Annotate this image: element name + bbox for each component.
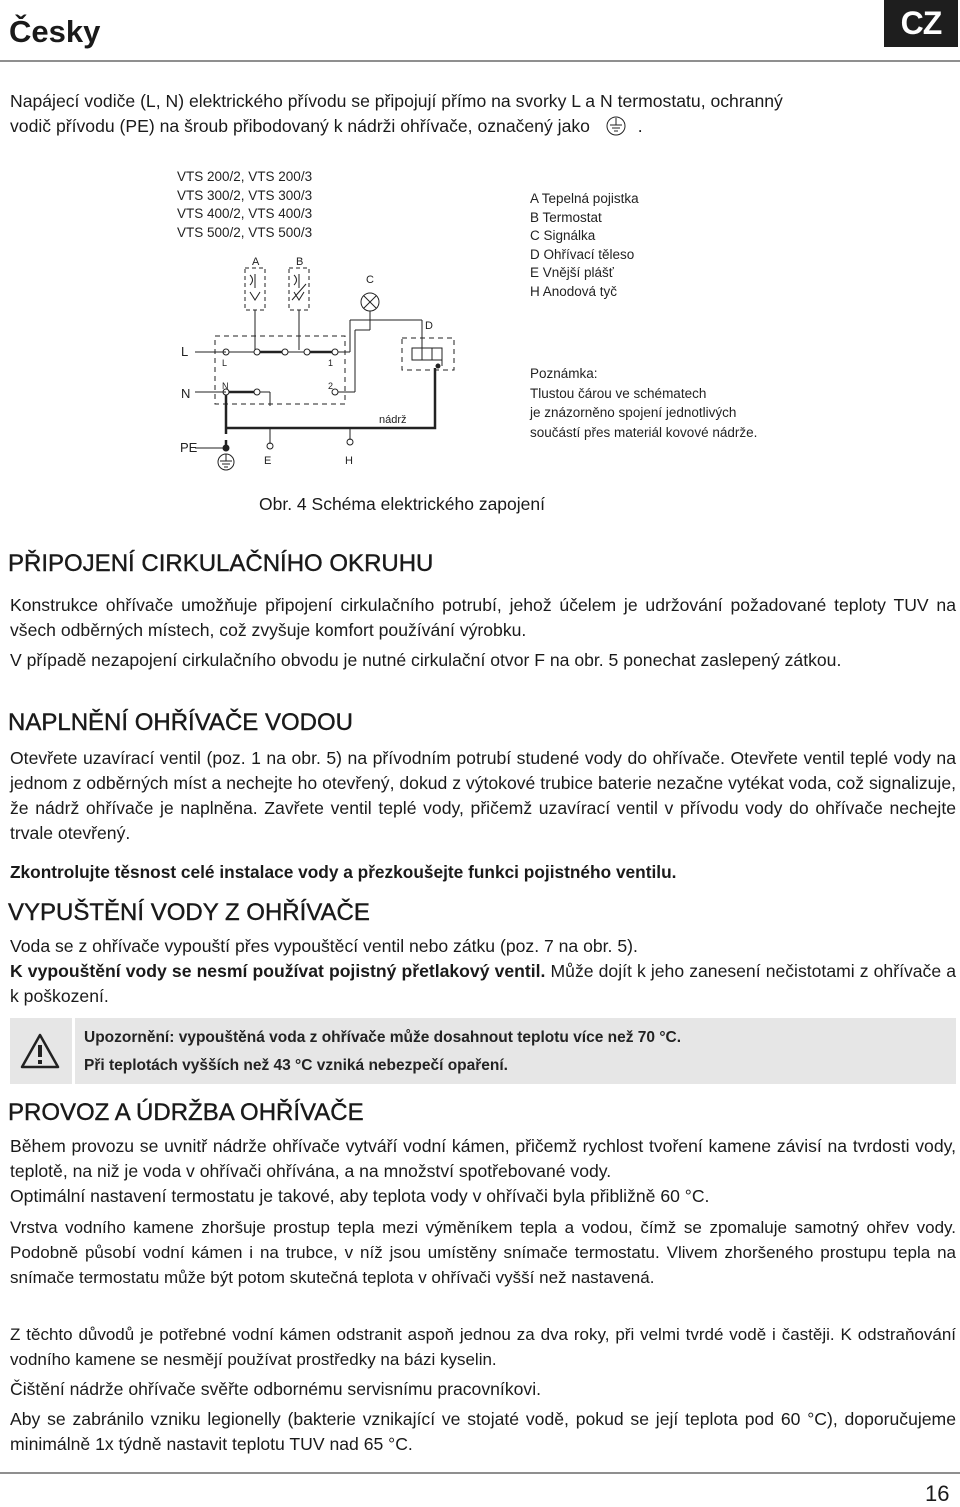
- legend-item: H Anodová tyč: [530, 283, 618, 299]
- section-heading: NAPLNĚNÍ OHŘÍVAČE VODOU: [8, 709, 353, 736]
- legend-item: B Termostat: [530, 209, 602, 225]
- bold-paragraph: Zkontrolujte těsnost celé instalace vody a přezkoušejte funkci pojistného ventilu.: [10, 862, 677, 882]
- note-line: Poznámka:: [530, 366, 598, 381]
- label-l: L: [181, 344, 189, 359]
- model-item: VTS 300/2, VTS 300/3: [177, 187, 313, 203]
- warning-box: [10, 1018, 956, 1084]
- paragraph: Otevřete uzavírací ventil (poz. 1 na obr. 5) na přívodním potrubí studené vody do ohřívače. Otevřete ventil teplé vody na jednom z odběrných míst a nechejte ho otevřený, dokud z výtokové trubice baterie nezačne vytékat voda, což signalizuje, že nádrž ohřívače je naplněna. Zavřete ventil teplé vody, přičemž uzavírací ventil v přívodu vody do ohřívače nechejte trvale otevřený.: [10, 748, 956, 843]
- note-line: součástí přes materiál kovové nádrže.: [530, 424, 758, 440]
- paragraph: Vrstva vodního kamene zhoršuje prostup tepla mezi výměníkem tepla a vodou, čímž se zpomaluje samotný ohřev vody. Podobně působí vodní kámen i na trubce, v níž jsou umístěny snímače termostatu. Vlivem zhoršeného prostupu tepla na snímače termostatu může být potom skutečná teplota v ohřívači vyšší než nastavená.: [10, 1218, 956, 1287]
- paragraph: Z těchto důvodů je potřebné vodní kámen odstranit aspoň jednou za dva roky, při velmi tvrdé vodě i častěji. K odstraňování vodního kamene se nesmějí používat prostředky na bázi kyselin.: [10, 1325, 956, 1369]
- note-line: Tlustou čárou ve schématech: [530, 385, 707, 401]
- warning-line: Upozornění: vypouštěná voda z ohřívače může dosahnout teplotu více než 70 °C.: [84, 1029, 682, 1046]
- model-item: VTS 200/2, VTS 200/3: [177, 169, 313, 184]
- paragraph-rest: Může dojít k jeho zanesení nečistotami z ohřívače a k poškození.: [10, 961, 956, 1006]
- warning-triangle-icon: [20, 1033, 60, 1069]
- paragraph: Během provozu se uvnitř nádrže ohřívače vytváří vodní kámen, přičemž rychlost tvoření kamene závisí na tvrdosti vody, teplotě, na niž je voda v ohřívači ohřívána, a na množství spotřebované vody.: [10, 1136, 956, 1181]
- label-a: A: [252, 256, 260, 268]
- legend-item: E Vnější plášť: [530, 265, 614, 281]
- component-legend: [530, 190, 639, 302]
- label-terminal-2: 2: [328, 381, 334, 391]
- fuse-symbol-icon: [250, 274, 260, 300]
- language-title: Česky: [9, 14, 101, 49]
- paragraph: [10, 959, 956, 1009]
- legend-item: D Ohřívací těleso: [530, 246, 635, 262]
- ground-symbol-icon: [605, 116, 627, 136]
- thermostat-symbol-icon: [292, 274, 306, 300]
- intro-line-1: Napájecí vodiče (L, N) elektrického přívodu se připojují přímo na svorky L a N termostatu, ochranný: [10, 91, 783, 111]
- footer-divider: [0, 1472, 960, 1474]
- wiring-diagram: [170, 250, 470, 475]
- model-item: VTS 500/2, VTS 500/3: [177, 224, 313, 240]
- heater-frame: [402, 338, 454, 370]
- model-list: [177, 168, 312, 242]
- label-tank: nádrž: [379, 414, 407, 426]
- heater-element-icon: [412, 348, 442, 360]
- paragraph: Optimální nastavení termostatu je takové, aby teplota vody v ohřívači byla přibližně 60 °C.: [10, 1186, 710, 1206]
- legend-item: A Tepelná pojistka: [530, 191, 639, 206]
- paragraph: Čištění nádrže ohřívače svěřte odbornému servisnímu pracovníkovi.: [10, 1379, 541, 1399]
- section-heading: PROVOZ A ÚDRŽBA OHŘÍVAČE: [8, 1099, 364, 1126]
- label-d: D: [425, 320, 433, 332]
- label-pe: PE: [180, 440, 198, 455]
- label-terminal-1: 1: [328, 358, 334, 368]
- thermostat-block-frame: [215, 336, 345, 404]
- label-e: E: [264, 455, 272, 467]
- note-line: je znázorněno spojení jednotlivých: [530, 405, 737, 420]
- intro-line-2: [10, 114, 956, 139]
- figure-caption: Obr. 4 Schéma elektrického zapojení: [259, 494, 545, 514]
- paragraph: Voda se z ohřívače vypouští přes vypouštěcí ventil nebo zátku (poz. 7 na obr. 5).: [10, 936, 638, 956]
- label-n-small: N: [222, 381, 229, 391]
- intro-line-2-text: vodič přívodu (PE) na šroub přibodovaný k nádrži ohřívače, označený jako: [10, 116, 590, 136]
- section-heading: PŘIPOJENÍ CIRKULAČNÍHO OKRUHU: [8, 550, 434, 577]
- label-b: B: [296, 256, 304, 268]
- label-n: N: [181, 386, 191, 401]
- intro-line-2-end: .: [637, 116, 643, 136]
- label-h: H: [345, 455, 353, 467]
- language-badge: CZ: [884, 0, 958, 47]
- paragraph: Aby se zabránilo vzniku legionelly (bakterie vznikající ve stojaté vodě, pokud se její teplota pod 60 °C), doporučujeme minimálně 1x týdně nastavit teplotu TUV nad 65 °C.: [10, 1409, 956, 1454]
- section-heading: VYPUŠTĚNÍ VODY Z OHŘÍVAČE: [8, 899, 370, 926]
- warning-inline: K vypouštění vody se nesmí používat pojistný přetlakový ventil.: [10, 961, 546, 981]
- diagram-note: [530, 364, 757, 442]
- label-c: C: [366, 274, 374, 286]
- label-l-small: L: [222, 358, 228, 368]
- paragraph: V případě nezapojení cirkulačního obvodu je nutné cirkulační otvor F na obr. 5 ponechat zaslepený zátkou.: [10, 650, 842, 670]
- warning-icon-cell: [10, 1018, 75, 1084]
- header-divider: [0, 60, 960, 62]
- page-number: 16: [925, 1481, 950, 1506]
- warning-line: Při teplotách vyšších než 43 °C vzniká nebezpečí opaření.: [84, 1057, 508, 1074]
- paragraph: Konstrukce ohřívače umožňuje připojení cirkulačního potrubí, jehož účelem je udržování požadované teploty TUV na všech odběrných místech, což zvyšuje komfort používání výrobku.: [10, 595, 956, 640]
- model-item: VTS 400/2, VTS 400/3: [177, 206, 313, 222]
- legend-item: C Signálka: [530, 228, 596, 244]
